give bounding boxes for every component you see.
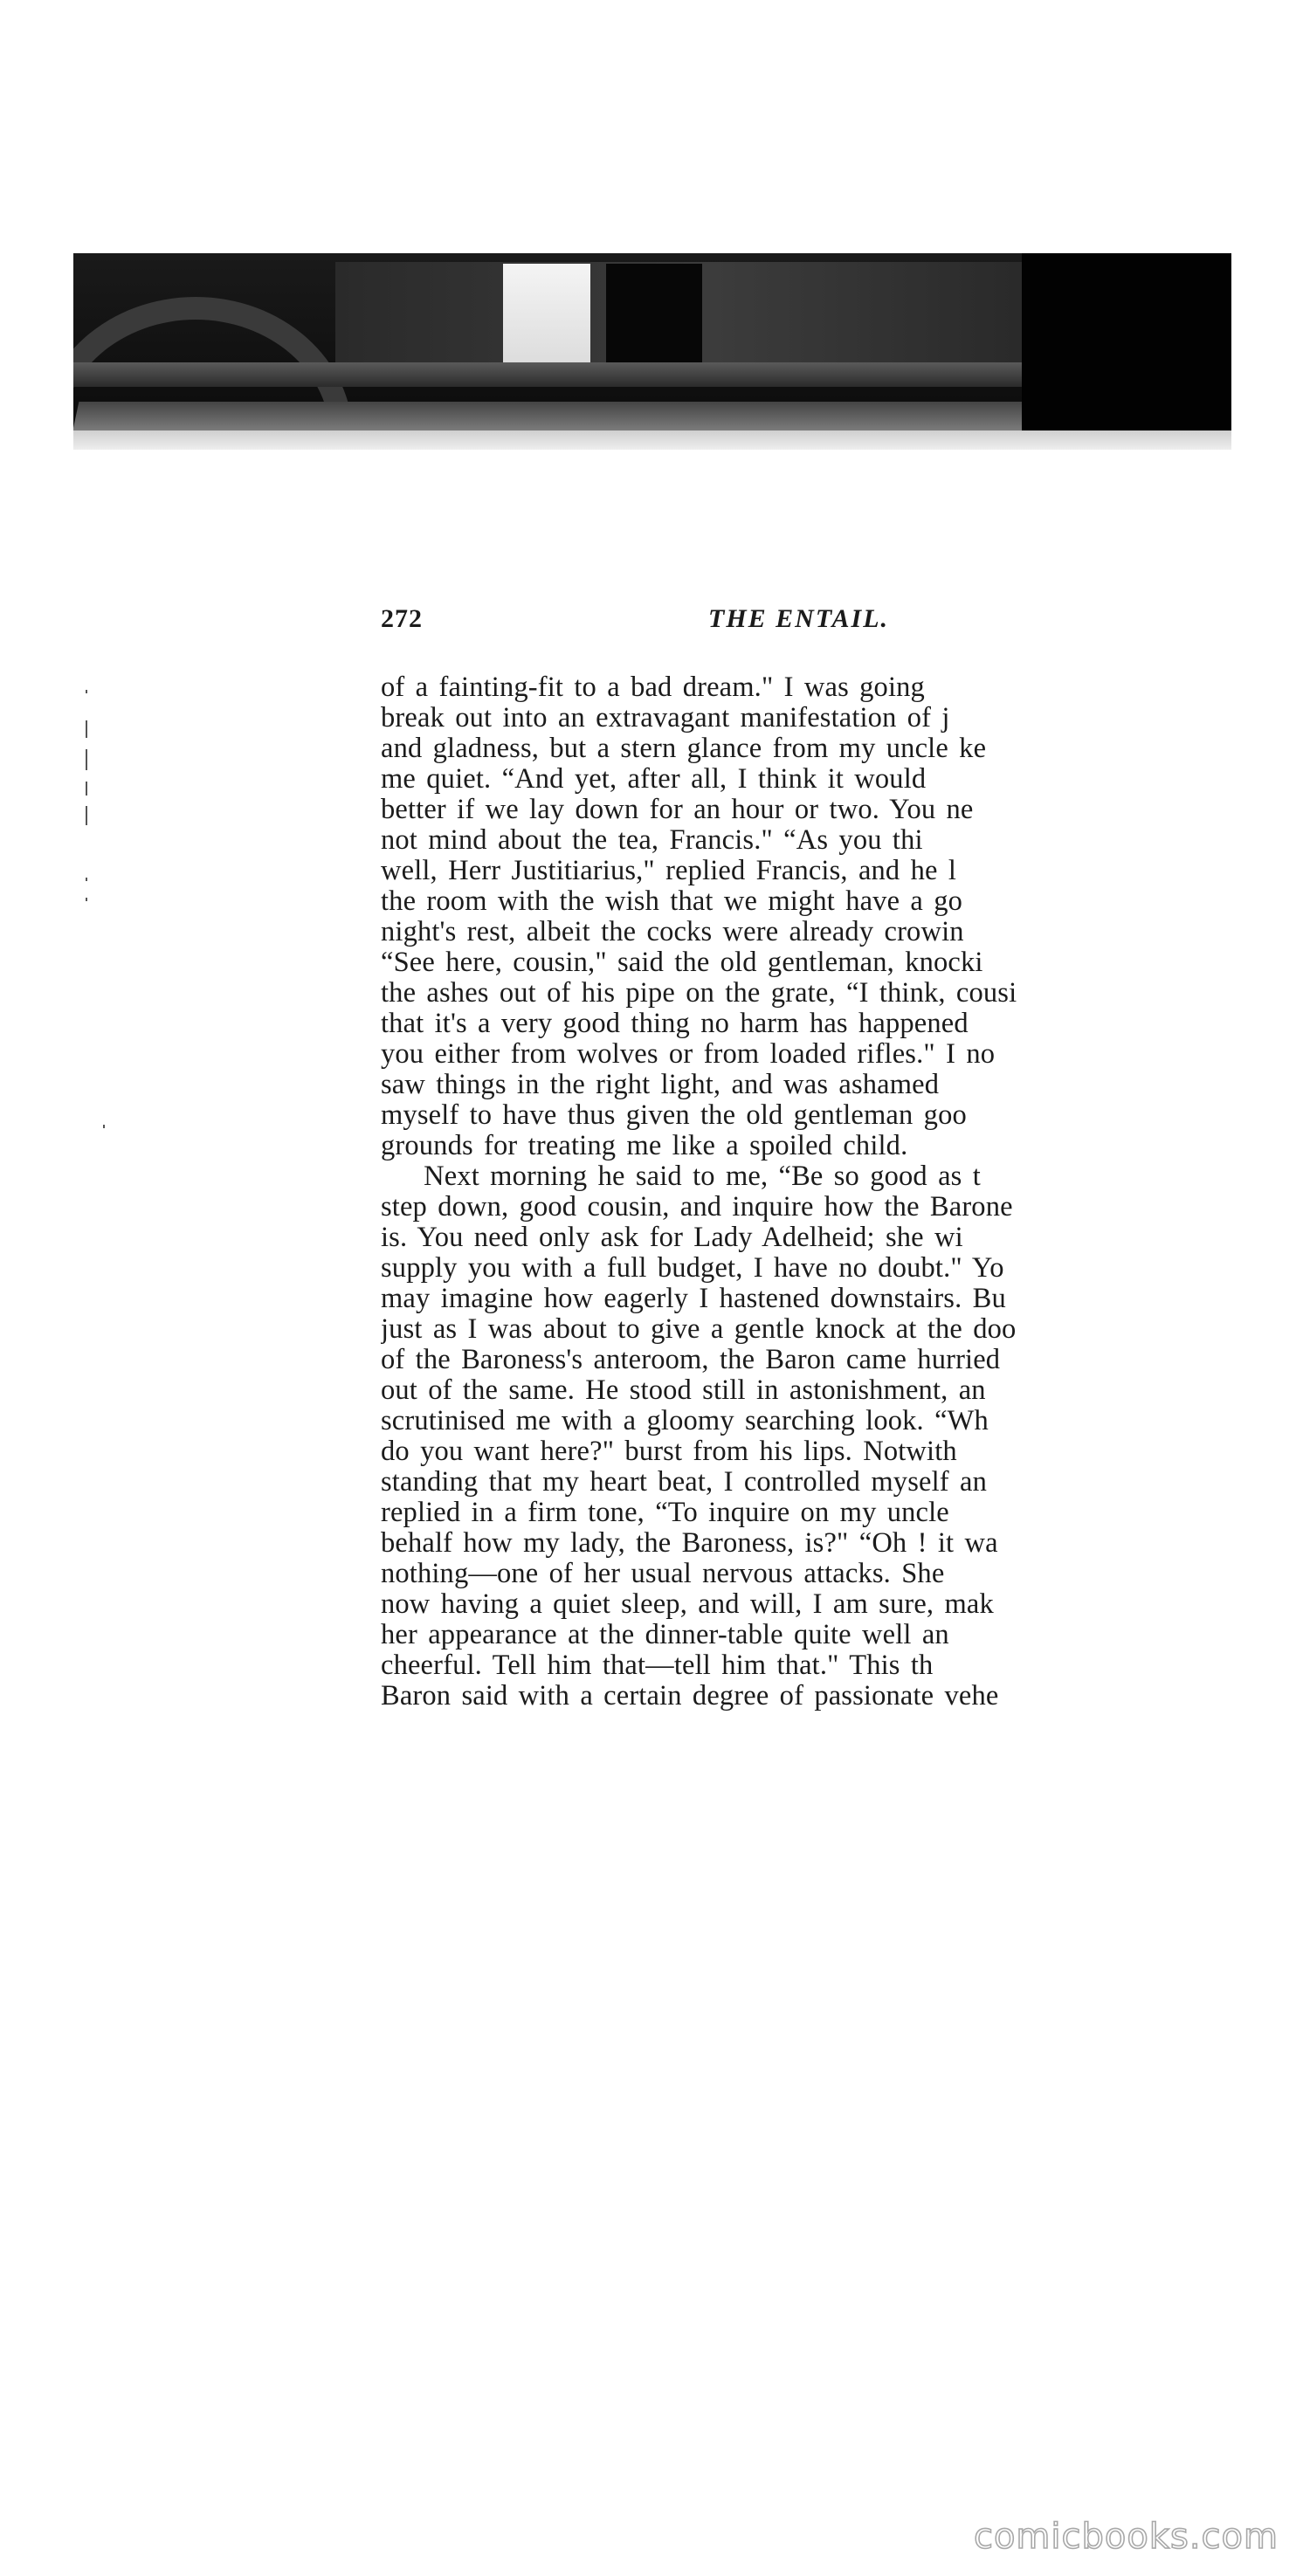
margin-speck [103,1125,105,1128]
text-line: the room with the wish that we might have a go [381,885,963,917]
text-line: scrutinised me with a gloomy searching look. “Wh [381,1405,989,1436]
text-line: night's rest, albeit the cocks were already crowin [381,916,964,947]
photo-shadow [1022,253,1231,450]
text-line: the ashes out of his pipe on the grate, “I think, cousi [381,977,1017,1009]
photo-bottom-strip [73,430,1231,450]
photo-wall [335,262,1086,367]
text-line: me quiet. “And yet, after all, I think it would [381,763,927,795]
margin-speck [86,898,87,901]
page-number: 272 [381,604,423,633]
text-line: Baron said with a certain degree of passionate vehe [381,1680,999,1712]
margin-speck [86,782,87,796]
text-line: that it's a very good thing no harm has happened [381,1008,969,1039]
text-line: nothing—one of her usual nervous attacks. She [381,1558,945,1589]
text-line: Next morning he said to me, “Be so good as t [381,1161,981,1192]
margin-speck [86,690,87,693]
text-line: behalf how my lady, the Baroness, is?" “Oh ! it wa [381,1527,998,1559]
watermark: comicbooks.com [973,2517,1279,2557]
text-line: supply you with a full budget, I have no doubt." Yo [381,1252,1004,1284]
text-line: out of the same. He stood still in astonishment, an [381,1374,986,1406]
text-line: of the Baroness's anteroom, the Baron came hurried [381,1344,1001,1375]
photo-bright-window [503,264,590,367]
text-line: saw things in the right light, and was ashamed [381,1069,940,1100]
text-line: step down, good cousin, and inquire how the Barone [381,1191,1013,1223]
text-line: break out into an extravagant manifestation of j [381,702,950,734]
text-line: now having a quiet sleep, and will, I am sure, mak [381,1588,994,1620]
scanned-photo-band [73,253,1231,450]
text-line: grounds for treating me like a spoiled child. [381,1130,908,1161]
text-line: standing that my heart beat, I controlled myself an [381,1466,987,1498]
text-line: and gladness, but a stern glance from my uncle ke [381,733,987,764]
text-line: just as I was about to give a gentle knock at the doo [381,1313,1017,1345]
text-line: do you want here?" burst from his lips. Notwith [381,1436,957,1467]
margin-speck [86,878,87,881]
text-line: myself to have thus given the old gentleman goo [381,1099,967,1131]
body-text [381,672,1231,2157]
text-line: is. You need only ask for Lady Adelheid; she wi [381,1222,963,1253]
text-line: her appearance at the dinner-table quite well an [381,1619,949,1650]
text-line: you either from wolves or from loaded rifles." I no [381,1038,996,1070]
text-line: of a fainting-fit to a bad dream." I was going [381,672,925,703]
text-line: replied in a firm tone, “To inquire on my uncle [381,1497,949,1528]
running-header [381,604,1254,639]
running-title: THE ENTAIL. [708,604,890,633]
text-line: better if we lay down for an hour or two. You ne [381,794,974,825]
text-line: cheerful. Tell him that—tell him that." This th [381,1650,934,1681]
text-line: well, Herr Justitiarius," replied Francis, and he l [381,855,957,886]
text-line: may imagine how eagerly I hastened downstairs. Bu [381,1283,1006,1314]
text-line: “See here, cousin," said the old gentleman, knocki [381,947,983,978]
text-line: not mind about the tea, Francis." “As you thi [381,824,923,856]
photo-dark-doorway [606,264,702,367]
margin-speck [86,806,87,825]
margin-speck [86,749,87,770]
margin-speck [86,720,87,738]
